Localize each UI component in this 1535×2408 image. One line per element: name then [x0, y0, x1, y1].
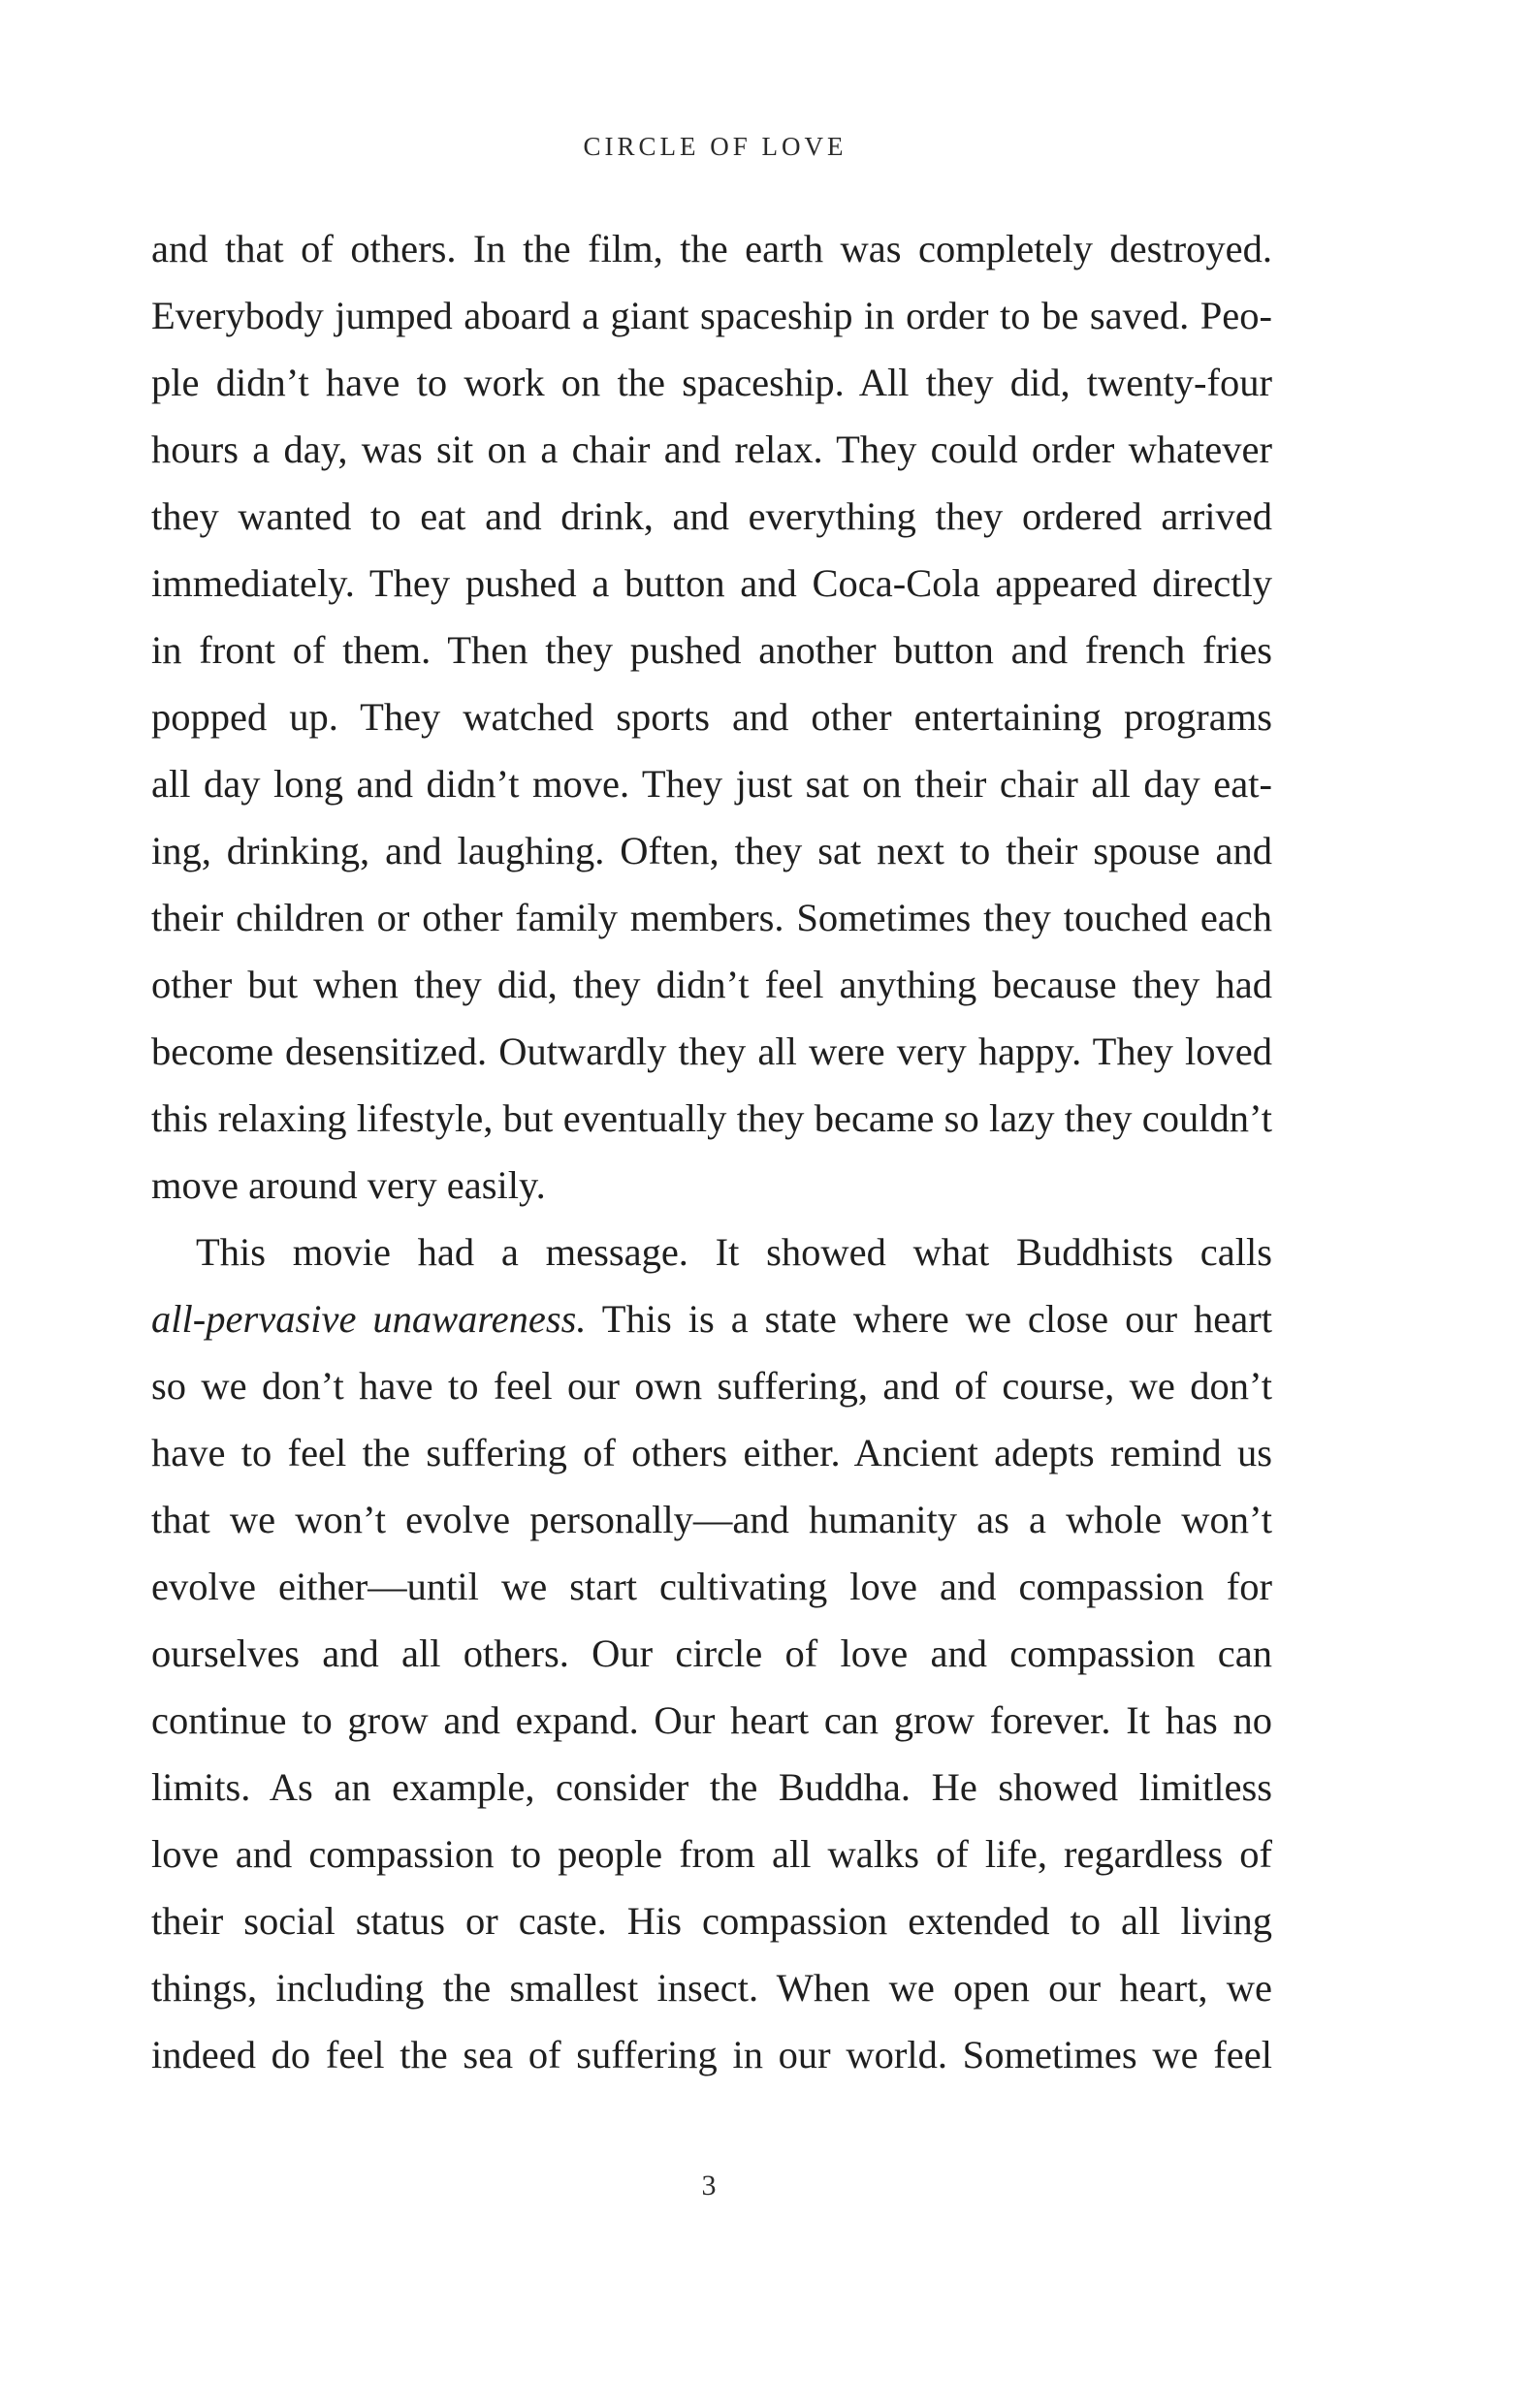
text-line: their social status or caste. His compassion extended to all living — [151, 1899, 1272, 1943]
running-head: CIRCLE OF LOVE — [583, 132, 847, 161]
text-line: indeed do feel the sea of suffering in our world. Sometimes we feel — [151, 2033, 1272, 2076]
text-line: move around very easily. — [151, 1163, 546, 1207]
page-number: 3 — [701, 2170, 717, 2202]
text-line: so we don’t have to feel our own suffering, and of course, we don’t — [151, 1364, 1272, 1408]
text-line: and that of others. In the film, the earth was completely destroyed. — [151, 227, 1272, 270]
text-line: immediately. They pushed a button and Coca-Cola appeared directly — [151, 561, 1272, 605]
text-line: in front of them. Then they pushed another button and french fries — [151, 628, 1272, 672]
text-line: become desensitized. Outwardly they all were very happy. They loved — [151, 1030, 1272, 1073]
text-line: popped up. They watched sports and other entertaining programs — [151, 695, 1272, 739]
text-line: ing, drinking, and laughing. Often, they sat next to their spouse and — [151, 829, 1272, 872]
text-line: hours a day, was sit on a chair and relax. They could order whatever — [151, 428, 1272, 471]
paragraph-1 — [151, 215, 1272, 1219]
text-line: they wanted to eat and drink, and everything they ordered arrived — [151, 494, 1272, 538]
text-line: Everybody jumped aboard a giant spaceship in order to be saved. Peo- — [151, 294, 1272, 337]
text-line: have to feel the suffering of others either. Ancient adepts remind us — [151, 1431, 1272, 1474]
text-line: This movie had a message. It showed what Buddhists calls — [196, 1230, 1272, 1274]
text-line — [151, 1285, 1272, 1352]
text-line: things, including the smallest insect. When we open our heart, we — [151, 1966, 1272, 2010]
text-line: limits. As an example, consider the Buddha. He showed limitless — [151, 1765, 1272, 1809]
text-line: continue to grow and expand. Our heart can grow forever. It has no — [151, 1698, 1272, 1742]
text-line: that we won’t evolve personally—and humanity as a whole won’t — [151, 1498, 1272, 1541]
italic-term: all-pervasive unawareness. — [151, 1297, 587, 1341]
text-line: their children or other family members. Sometimes they touched each — [151, 896, 1272, 939]
text-line: this relaxing lifestyle, but eventually they became so lazy they couldn’t — [151, 1096, 1272, 1140]
paragraph-2 — [151, 1219, 1272, 2088]
text-line: other but when they did, they didn’t feel anything because they had — [151, 963, 1272, 1006]
text-line: evolve either—until we start cultivating love and compassion for — [151, 1565, 1272, 1608]
text-span: This is a state where we close our heart — [586, 1297, 1272, 1341]
text-line: love and compassion to people from all walks of life, regardless of — [151, 1832, 1272, 1876]
text-line: ple didn’t have to work on the spaceship. All they did, twenty-four — [151, 361, 1272, 404]
text-line: all day long and didn’t move. They just sat on their chair all day eat- — [151, 762, 1272, 806]
body-text — [151, 215, 1272, 2088]
text-line: ourselves and all others. Our circle of love and compassion can — [151, 1632, 1272, 1675]
